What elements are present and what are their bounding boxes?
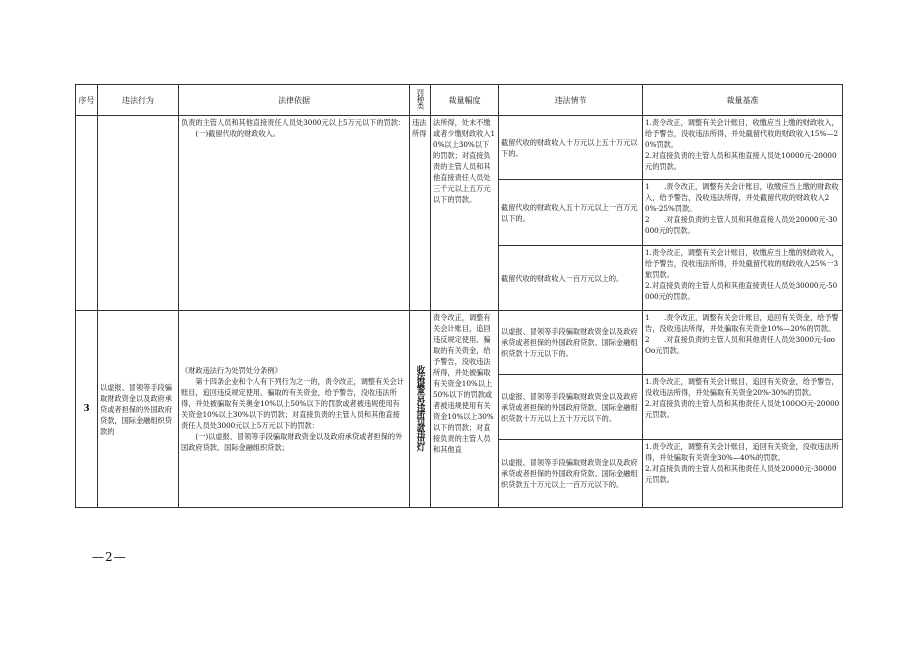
- header-seq: 序号: [76, 85, 98, 116]
- header-violation: 违法行为: [98, 85, 179, 116]
- standard-item-1: 1 .责令改正，调整有关会计账目，收缴应当上缴的财政收入，给予警告，没收违法所得，并处截留代收的财政收入20%-25%罚款。: [645, 182, 839, 213]
- circumstance-cell: 以虚报、冒领等手段骗取财政资金以及政府承贷或者担保的外国政府贷款、国际金融组织贷款五十万元以上一百万元以下的。: [499, 440, 643, 508]
- header-penalty-type-text: 罚种类: [416, 88, 425, 109]
- circumstance-cell: 截留代收的财政收入一百万元以上的。: [499, 246, 643, 311]
- range-cell: [431, 116, 499, 311]
- seq-number: 3: [83, 404, 90, 414]
- legal-basis-title: 《财政违法行为处罚处分条例》: [181, 366, 282, 375]
- header-range: 裁量幅度: [431, 85, 499, 116]
- legal-basis-cell: [179, 116, 410, 311]
- seq-cell: [76, 311, 98, 508]
- penalty-type-text: 收法得警告没违所罚款违出灯: [415, 365, 425, 450]
- range-text: 法所得，处未不缴或者少缴财政收入10%以上30%以下的罚款；对直接负责的主管人员和其他直接责任人员处三千元以上五万元以下的罚款。: [433, 118, 496, 204]
- standard-item-1: 1.责令改正，调整有关会计账目，追回有关资金，没收违法所得，并处骗取有关资金30%—40%的罚款。: [645, 442, 839, 462]
- circumstance-cell: 截留代收的财政收入十万元以上五十万元以下的。: [499, 116, 643, 180]
- legal-basis-cell: [179, 311, 410, 508]
- standard-item-1: 1.责令改正，调整有关会计账目，追回有关资金，给予警告，没收违法所得，并处骗取有关资金20%-30%的罚款。: [645, 377, 839, 397]
- table-row: [76, 311, 843, 375]
- standard-item-2: 2 .对直接负责的主管人员和其他直接人员处20000元-30000元的罚款。: [645, 215, 838, 235]
- penalty-type-text: 违法所得: [412, 118, 427, 138]
- standard-item-2: 2.对直接负责的主管人员和其他直接人员处10000元-20000元的罚款。: [645, 151, 837, 171]
- header-legal-basis: 法律依据: [179, 85, 410, 116]
- standard-item-1: 1 .责令改正，调整有关会计账目，追回有关资金，给予警告，没收违法所得，并处骗取有关资金10%—20%的罚款。: [645, 313, 839, 333]
- legal-basis-text: 第十四条企业和个人有下列行为之一的，责令改正，调整有关会计账目，追回违反规定使用、骗取的有关资金，给予警告，没收违法所得，并处被骗取有关奥金10%以上50%以下的罚款或者被违规使用有关资金10%以上30%以下的罚款；对直接负责的主管人员和其他直接责任人员处3000元以上5万元以下的罚款：: [181, 377, 404, 430]
- circumstance-cell: 以虚报、冒领等手段骗取财政资金以及政府承贷或者担保的外国政府贷款、国际金融组织贷款十万元以下的。: [499, 311, 643, 375]
- standard-cell: [643, 116, 843, 180]
- range-text: 责令改正，调整有关会计账目，追回违反规定使用、骗取的有关资金，给予警告，没收违法所得，并处被骗取有关资金10%以上50%以下的罚款或者被违规使用有关资金10%以上30%以下的罚款；对直接负责的主管人员和其他直: [433, 313, 494, 454]
- standard-item-2: 2 .对直接负责的主管人员和其他责任人员处3000元-IooOo元罚款。: [645, 335, 836, 355]
- standard-item-1: 1.责令改正，调整有关会计账目，收缴应当上缴的财政收入，给予警告，没收违法所得，并处截留代收的财政收入25%一3旅罚款。: [645, 248, 839, 279]
- header-standard: 裁量基准: [643, 85, 843, 116]
- standard-item-1: 1.责令改正，调整有关会计账目，收缴应当上缴的财政收入，给予警告，没收违法所得，并处截留代收的财政收入15%—20%罚款。: [645, 118, 839, 149]
- legal-basis-item: (一)以虚报、冒领等手段骗取财政资金以及政府承贷或者担保的外国政府贷款、国际金融组织贷款；: [181, 432, 403, 452]
- violation-cell-empty: [98, 116, 179, 311]
- legal-basis-text: 负责的主管人员和其他直接责任人员处3000元以上5万元以下的罚款：: [181, 118, 406, 127]
- range-cell: [431, 311, 499, 508]
- standard-item-2: 2.对直接负责的主管人员和其他责任人员处100OO元-20000元罚款。: [645, 399, 840, 419]
- header-penalty-type: [410, 85, 431, 116]
- standard-cell: [643, 246, 843, 311]
- seq-cell-empty: [76, 116, 98, 311]
- table-header-row: [76, 85, 843, 116]
- standard-cell: [643, 180, 843, 246]
- header-circumstance: 违法情节: [499, 85, 643, 116]
- circumstance-cell: 截留代收的财政收入五十万元以上一百万元以下的。: [499, 180, 643, 246]
- legal-basis-item: (一)截留代收的财政收入。: [195, 129, 281, 138]
- page-number: —2—: [92, 550, 127, 564]
- standard-item-2: 2.对直接负责的主管人员和其他直接责任人员处30000元-50000元的罚款。: [645, 281, 838, 301]
- penalty-table: [75, 84, 843, 508]
- circumstance-cell: 以虚报、冒领等手段骗取财政资金以及政府承贷或者担保的外国政府贷款、国际金融组织贷款十万元以上五十万元以下的。: [499, 375, 643, 440]
- table-row: [76, 116, 843, 180]
- penalty-type-cell: [410, 311, 431, 508]
- violation-cell: 以虚报、冒领等手段骗取财政资金以及政府承贷或者担保的外国政府贷款，国际金融组织贷款的: [98, 311, 179, 508]
- standard-cell: [643, 440, 843, 508]
- standard-cell: [643, 375, 843, 440]
- penalty-type-cell: [410, 116, 431, 311]
- standard-cell: [643, 311, 843, 375]
- standard-item-2: 2.对直接负责的主管人员和其他责任人员处20000元-30000元罚款。: [645, 464, 837, 484]
